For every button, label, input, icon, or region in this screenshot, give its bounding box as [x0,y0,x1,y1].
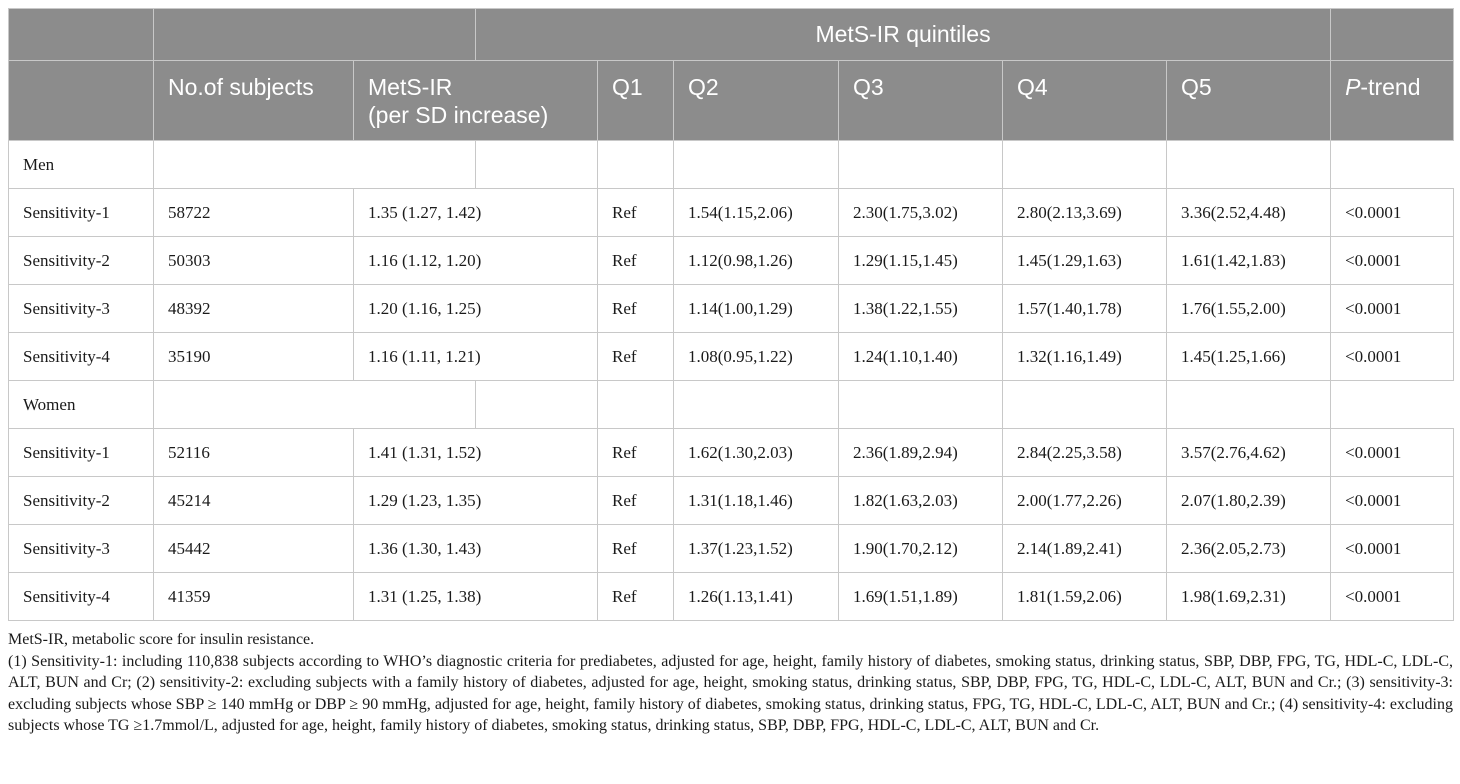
cell-q1: Ref [598,333,674,381]
quintiles-group-header: MetS-IR quintiles [476,9,1331,61]
cell-q2: 1.26(1.13,1.41) [674,573,839,621]
cell-q4: 1.32(1.16,1.49) [1003,333,1167,381]
cell-q4: 2.14(1.89,2.41) [1003,525,1167,573]
cell-q1: Ref [598,573,674,621]
col-header-q5: Q5 [1167,61,1331,141]
cell-q3: 2.36(1.89,2.94) [839,429,1003,477]
cell-q2: 1.37(1.23,1.52) [674,525,839,573]
cell-q5: 3.36(2.52,4.48) [1167,189,1331,237]
cell-q4: 2.80(2.13,3.69) [1003,189,1167,237]
cell-q3: 2.30(1.75,3.02) [839,189,1003,237]
cell-q4: 1.57(1.40,1.78) [1003,285,1167,333]
section-label: Women [9,381,154,429]
cell-q3: 1.69(1.51,1.89) [839,573,1003,621]
table-row [9,285,1454,333]
table-footnotes [8,629,1453,737]
cell-q5: 1.98(1.69,2.31) [1167,573,1331,621]
empty-cell [598,381,674,429]
empty-cell [598,141,674,189]
col-header-mets-ir [354,61,598,141]
group-header-row [9,9,1454,61]
header-blank-cell [9,9,154,61]
cell-q5: 2.07(1.80,2.39) [1167,477,1331,525]
cell-p-trend: <0.0001 [1331,525,1454,573]
cell-subjects: 35190 [154,333,354,381]
cell-q4: 1.81(1.59,2.06) [1003,573,1167,621]
empty-cell [154,141,476,189]
empty-cell [839,141,1003,189]
cell-q3: 1.90(1.70,2.12) [839,525,1003,573]
empty-cell [674,141,839,189]
cell-subjects: 45442 [154,525,354,573]
cell-analysis: Sensitivity-2 [9,477,154,525]
table-row [9,573,1454,621]
cell-per-sd: 1.31 (1.25, 1.38) [354,573,598,621]
section-label: Men [9,141,154,189]
cell-q1: Ref [598,525,674,573]
empty-cell [1003,381,1167,429]
empty-cell [154,381,476,429]
cell-p-trend: <0.0001 [1331,333,1454,381]
cell-subjects: 50303 [154,237,354,285]
cell-analysis: Sensitivity-4 [9,333,154,381]
empty-cell [1003,141,1167,189]
cell-subjects: 48392 [154,285,354,333]
col-header-subjects: No.of subjects [154,61,354,141]
footnote-abbreviation: MetS-IR, metabolic score for insulin resistance. [8,631,315,648]
empty-cell [1167,381,1331,429]
header-blank-cell [9,61,154,141]
cell-per-sd: 1.16 (1.11, 1.21) [354,333,598,381]
cell-analysis: Sensitivity-1 [9,189,154,237]
cell-q1: Ref [598,189,674,237]
cell-q2: 1.08(0.95,1.22) [674,333,839,381]
section-row [9,381,1454,429]
table-row [9,525,1454,573]
col-header-q3: Q3 [839,61,1003,141]
cell-q2: 1.54(1.15,2.06) [674,189,839,237]
cell-q5: 1.61(1.42,1.83) [1167,237,1331,285]
col-header-mets-ir-line1: MetS-IR [368,74,453,100]
cell-q1: Ref [598,429,674,477]
cell-per-sd: 1.41 (1.31, 1.52) [354,429,598,477]
cell-p-trend: <0.0001 [1331,189,1454,237]
table-row [9,189,1454,237]
header-blank-cell [154,9,476,61]
table-row [9,237,1454,285]
cell-p-trend: <0.0001 [1331,285,1454,333]
cell-q1: Ref [598,237,674,285]
cell-analysis: Sensitivity-3 [9,285,154,333]
cell-p-trend: <0.0001 [1331,573,1454,621]
header-blank-cell [1331,9,1454,61]
cell-q5: 2.36(2.05,2.73) [1167,525,1331,573]
empty-cell [839,381,1003,429]
cell-subjects: 52116 [154,429,354,477]
cell-per-sd: 1.16 (1.12, 1.20) [354,237,598,285]
cell-q3: 1.29(1.15,1.45) [839,237,1003,285]
empty-cell [674,381,839,429]
col-header-p-trend: P-trend [1331,61,1454,141]
cell-q5: 1.76(1.55,2.00) [1167,285,1331,333]
cell-q1: Ref [598,285,674,333]
cell-per-sd: 1.35 (1.27, 1.42) [354,189,598,237]
cell-q4: 1.45(1.29,1.63) [1003,237,1167,285]
cell-analysis: Sensitivity-1 [9,429,154,477]
cell-q2: 1.14(1.00,1.29) [674,285,839,333]
section-row [9,141,1454,189]
cell-p-trend: <0.0001 [1331,429,1454,477]
empty-cell [1167,141,1331,189]
table-row [9,333,1454,381]
cell-per-sd: 1.20 (1.16, 1.25) [354,285,598,333]
col-header-q2: Q2 [674,61,839,141]
cell-q1: Ref [598,477,674,525]
empty-cell [476,381,598,429]
cell-per-sd: 1.36 (1.30, 1.43) [354,525,598,573]
col-header-q1: Q1 [598,61,674,141]
cell-q2: 1.12(0.98,1.26) [674,237,839,285]
col-header-mets-ir-line2: (per SD increase) [368,102,549,128]
cell-q5: 1.45(1.25,1.66) [1167,333,1331,381]
cell-q4: 2.84(2.25,3.58) [1003,429,1167,477]
cell-analysis: Sensitivity-2 [9,237,154,285]
table-row [9,477,1454,525]
cell-subjects: 58722 [154,189,354,237]
cell-q4: 2.00(1.77,2.26) [1003,477,1167,525]
cell-p-trend: <0.0001 [1331,237,1454,285]
table-row [9,429,1454,477]
cell-q3: 1.24(1.10,1.40) [839,333,1003,381]
cell-q2: 1.62(1.30,2.03) [674,429,839,477]
cell-p-trend: <0.0001 [1331,477,1454,525]
cell-per-sd: 1.29 (1.23, 1.35) [354,477,598,525]
results-table [8,8,1454,621]
cell-analysis: Sensitivity-4 [9,573,154,621]
cell-q2: 1.31(1.18,1.46) [674,477,839,525]
footnote-details: (1) Sensitivity-1: including 110,838 subjects according to WHO’s diagnostic criteria for prediabetes, adjusted for age, height, family history of diabetes, smoking status, drinking status, SBP, DBP, FPG, TG, HDL-C, LDL-C, ALT, BUN and Cr; (2) sensitivity-2: excluding subjects with a family history of diabetes, adjusted for age, height, smoking status, drinking status, SBP, DBP, FPG, TG, HDL-C, LDL-C, ALT, BUN and Cr.; (3) sensitivity-3: excluding subjects whose SBP ≥ 140 mmHg or DBP ≥ 90 mmHg, adjusted for age, height, family history of diabetes, smoking status, drinking status, FPG, TG, HDL-C, LDL-C, ALT, BUN and Cr.; (4) sensitivity-4: excluding subjects whose TG ≥1.7mmol/L, adjusted for age, height, family history of diabetes, smoking status, drinking status, SBP, DBP, FPG, HDL-C, LDL-C, ALT, BUN and Cr. [8,652,1453,734]
cell-subjects: 41359 [154,573,354,621]
cell-analysis: Sensitivity-3 [9,525,154,573]
empty-cell [476,141,598,189]
cell-q3: 1.38(1.22,1.55) [839,285,1003,333]
cell-q3: 1.82(1.63,2.03) [839,477,1003,525]
cell-subjects: 45214 [154,477,354,525]
column-header-row [9,61,1454,141]
cell-q5: 3.57(2.76,4.62) [1167,429,1331,477]
col-header-q4: Q4 [1003,61,1167,141]
